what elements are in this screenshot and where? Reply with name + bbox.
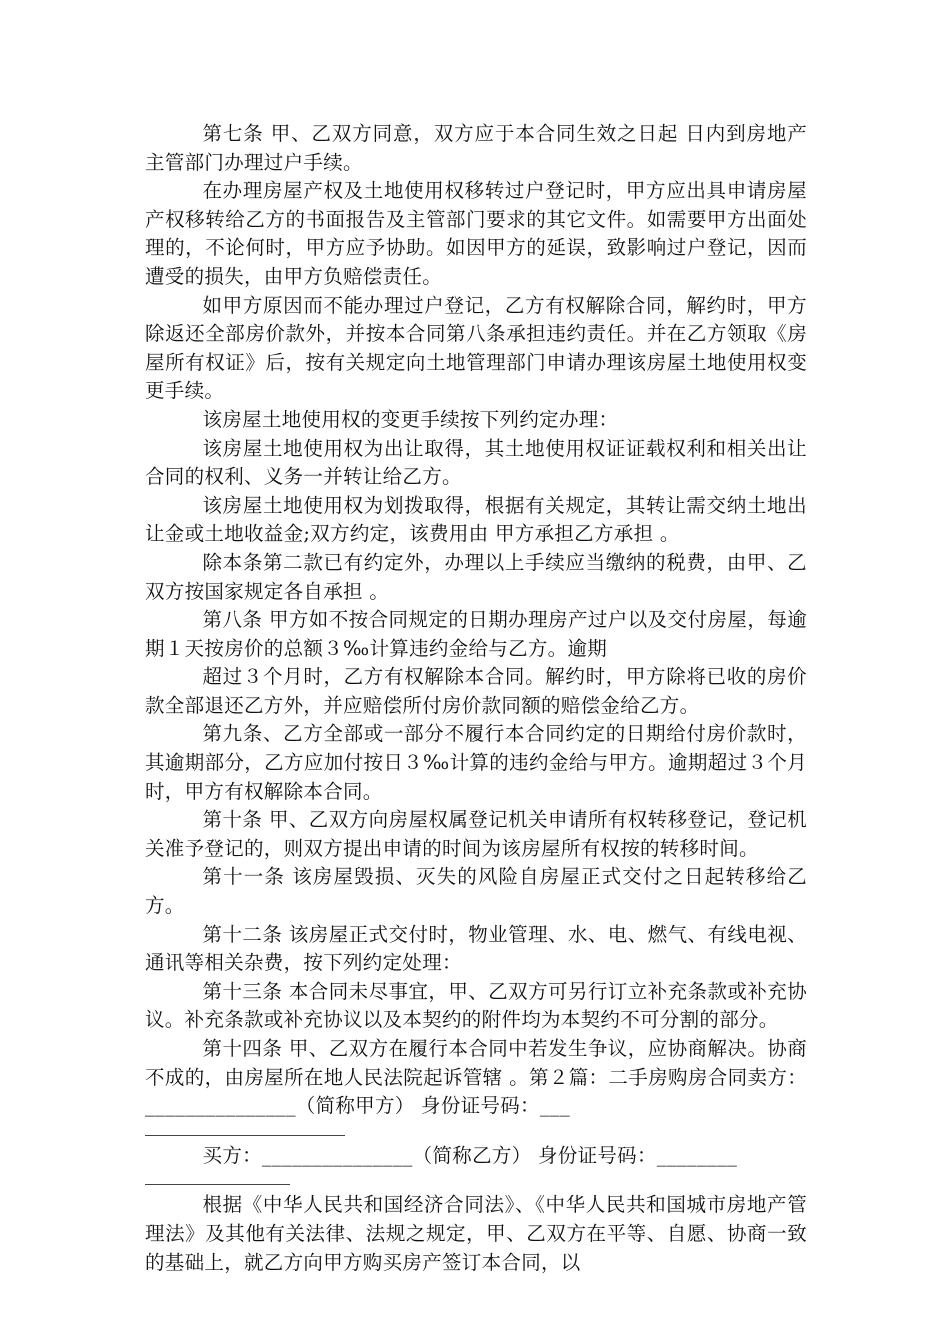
paragraph-article-8-continued: 超过３个月时，乙方有权解除本合同。解约时，甲方除将已收的房价款全部退还乙方外，并应赔偿所付房价款同额的赔偿金给乙方。 — [145, 665, 807, 717]
paragraph-article-11: 第十一条 该房屋毁损、灭失的风险自房屋正式交付之日起转移给乙方。 — [145, 865, 807, 918]
buyer-id-fill-line — [145, 1170, 290, 1185]
paragraph-taxes: 除本条第二款已有约定外，办理以上手续应当缴纳的税费，由甲、乙双方按国家规定各自承担 。 — [145, 550, 807, 603]
paragraph-article-8: 第八条 甲方如不按合同规定的日期办理房产过户以及交付房屋，每逾期１天按房价的总额３‰计算违约金给与乙方。逾期 — [145, 608, 807, 660]
paragraph-article-14: 第十四条 甲、乙双方在履行本合同中若发生争议，应协商解决。协商不成的，由房屋所在地人民法院起诉管辖 。第２篇：二手房购房合同卖方：_______________（简称甲方） 身份证号码：___ — [145, 1037, 807, 1118]
paragraph-article-9: 第九条、乙方全部或一部分不履行本合同约定的日期给付房价款时，其逾期部分，乙方应加付按日３‰计算的违约金给与甲方。逾期超过３个月时，甲方有权解除本合同。 — [145, 722, 807, 803]
paragraph-article-13: 第十三条 本合同未尽事宜，甲、乙双方可另行订立补充条款或补充协议。补充条款或补充协议以及本契约的附件均为本契约不可分割的部分。 — [145, 979, 807, 1032]
paragraph-land-allocation: 该房屋土地使用权为划拨取得，根据有关规定，其转让需交纳土地出让金或土地收益金;双方约定，该费用由 甲方承担乙方承担 。 — [145, 493, 807, 546]
paragraph-article-7: 第七条 甲、乙双方同意，双方应于本合同生效之日起 日内到房地产主管部门办理过户手续。 — [145, 122, 807, 174]
paragraph-land-transfer-grant: 该房屋土地使用权为出让取得，其土地使用权证证载权利和相关出让合同的权利、义务一并转让给乙方。 — [145, 436, 807, 489]
seller-id-fill-line — [145, 1121, 345, 1136]
paragraph-article-12: 第十二条 该房屋正式交付时，物业管理、水、电、燃气、有线电视、通讯等相关杂费，按下列约定处理： — [145, 922, 807, 975]
paragraph-legal-basis: 根据《中华人民共和国经济合同法》、《中华人民共和国城市房地产管理法》及其他有关法律、法规之规定，甲、乙双方在平等、自愿、协商一致的基础上，就乙方向甲方购买房产签订本合同，以 — [145, 1193, 807, 1274]
paragraph-article-10: 第十条 甲、乙双方向房屋权属登记机关申请所有权转移登记，登记机关准予登记的，则双方提出申请的时间为该房屋所有权按的转移时间。 — [145, 808, 807, 860]
paragraph-seller-fault: 如甲方原因而不能办理过户登记，乙方有权解除合同，解约时，甲方除返还全部房价款外，并按本合同第八条承担违约责任。并在乙方领取《房屋所有权证》后，按有关规定向土地管理部门申请办理该房屋土地使用权变更手续。 — [145, 293, 807, 403]
paragraph-land-use-change: 该房屋土地使用权的变更手续按下列约定办理： — [202, 407, 619, 431]
paragraph-transfer-registration: 在办理房屋产权及土地使用权移转过户登记时，甲方应出具申请房屋产权移转给乙方的书面报告及主管部门要求的其它文件。如需要甲方出面处理的，不论何时，甲方应予协助。如因甲方的延误，致影响过户登记，因而遭受的损失，由甲方负赔偿责任。 — [145, 179, 807, 288]
document-page — [145, 120, 807, 1277]
paragraph-buyer: 买方：_______________（简称乙方） 身份证号码：________ — [202, 1143, 738, 1167]
